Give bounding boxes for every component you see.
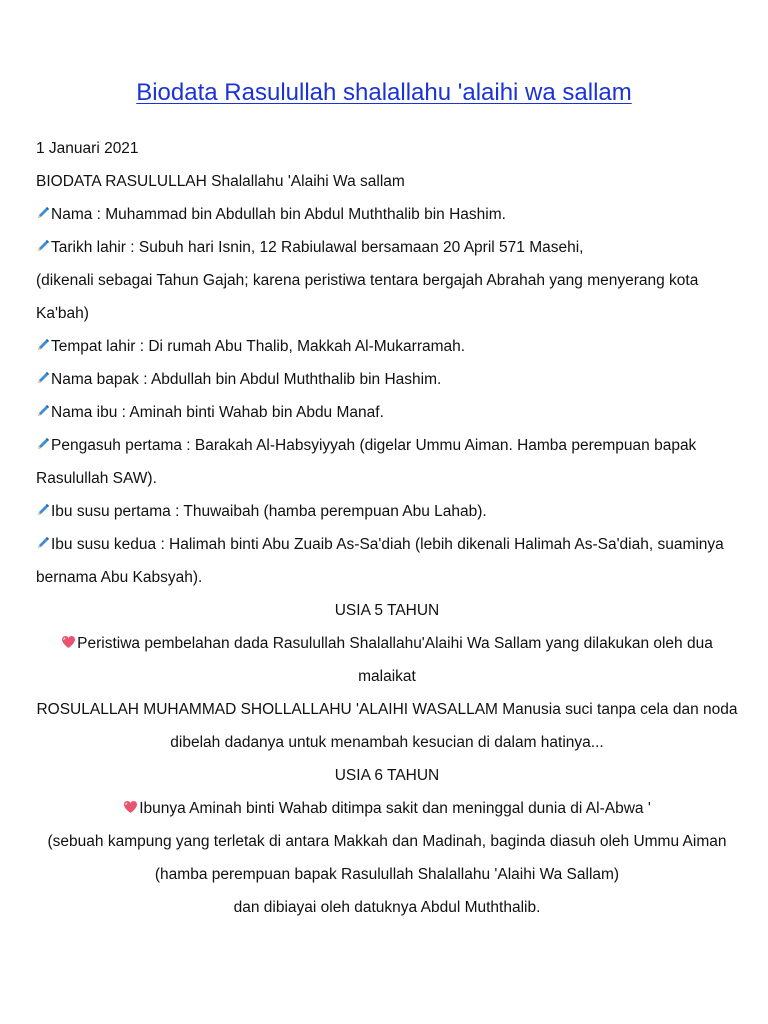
section-text: Ibunya Aminah binti Wahab ditimpa sakit dan meninggal dunia di Al-Abwa ' <box>139 800 651 817</box>
biodata-item-text: Tarikh lahir : Subuh hari Isnin, 12 Rabiulawal bersamaan 20 April 571 Masehi, <box>51 239 584 256</box>
biodata-item-text: Nama : Muhammad bin Abdullah bin Abdul Muththalib bin Hashim. <box>51 206 506 223</box>
document-date: 1 Januari 2021 <box>36 140 139 157</box>
section-title-usia-5: USIA 5 TAHUN <box>334 602 440 619</box>
biodata-item-text: Ibu susu pertama : Thuwaibah (hamba perempuan Abu Lahab). <box>51 503 487 520</box>
section-usia-6-line-2: (sebuah kampung yang terletak di antara Makkah dan Madinah, baginda diasuh oleh Ummu Aiman (hamba perempuan bapak Rasulullah Shalallahu 'Alaihi Wa Sallam) <box>47 833 727 883</box>
document-body <box>36 132 738 924</box>
pencil-icon <box>36 503 50 517</box>
biodata-item-ibu-susu-kedua <box>36 528 738 594</box>
section-usia-6-line-3: dan dibiayai oleh datuknya Abdul Muththalib. <box>233 899 541 916</box>
biodata-item-text: Nama ibu : Aminah binti Wahab bin Abdu Manaf. <box>51 404 384 421</box>
section-text: Peristiwa pembelahan dada Rasulullah Shalallahu'Alaihi Wa Sallam yang dilakukan oleh dua malaikat <box>77 635 713 685</box>
pencil-icon <box>36 437 50 451</box>
section-usia-5-line-2: ROSULALLAH MUHAMMAD SHOLLALLAHU 'ALAIHI WASALLAM Manusia suci tanpa cela dan noda dibelah dadanya untuk menambah kesucian di dalam hatinya... <box>36 701 738 751</box>
section-title-usia-6: USIA 6 TAHUN <box>334 767 440 784</box>
pencil-icon <box>36 239 50 253</box>
pencil-icon <box>36 536 50 550</box>
biodata-item-text: Nama bapak : Abdullah bin Abdul Muththalib bin Hashim. <box>51 371 442 388</box>
section-usia-5-line-1 <box>36 627 738 693</box>
biodata-item-tahun-gajah-note: (dikenali sebagai Tahun Gajah; karena peristiwa tentara bergajah Abrahah yang menyerang kota Ka'bah) <box>36 272 699 322</box>
pencil-icon <box>36 206 50 220</box>
pencil-icon <box>36 404 50 418</box>
heart-icon <box>61 635 76 649</box>
biodata-item-ibu-susu-pertama <box>36 495 738 528</box>
biodata-item-nama-ibu <box>36 396 738 429</box>
biodata-item-pengasuh-pertama <box>36 429 738 495</box>
biodata-item-tarikh-lahir <box>36 231 738 264</box>
biodata-item-text: Pengasuh pertama : Barakah Al-Habsyiyyah (digelar Ummu Aiman. Hamba perempuan bapak Rasulullah SAW). <box>36 437 697 487</box>
pencil-icon <box>36 338 50 352</box>
biodata-heading: BIODATA RASULULLAH Shalallahu 'Alaihi Wa sallam <box>36 173 405 190</box>
document-title-link[interactable]: Biodata Rasulullah shalallahu 'alaihi wa sallam <box>136 79 632 106</box>
biodata-item-nama <box>36 198 738 231</box>
section-usia-6-line-1 <box>36 792 738 825</box>
biodata-item-text: Tempat lahir : Di rumah Abu Thalib, Makkah Al-Mukarramah. <box>51 338 466 355</box>
pencil-icon <box>36 371 50 385</box>
biodata-item-nama-bapak <box>36 363 738 396</box>
biodata-item-text: Ibu susu kedua : Halimah binti Abu Zuaib As-Sa'diah (lebih dikenali Halimah As-Sa'diah, suaminya bernama Abu Kabsyah). <box>36 536 724 586</box>
heart-icon <box>123 800 138 814</box>
biodata-item-tempat-lahir <box>36 330 738 363</box>
